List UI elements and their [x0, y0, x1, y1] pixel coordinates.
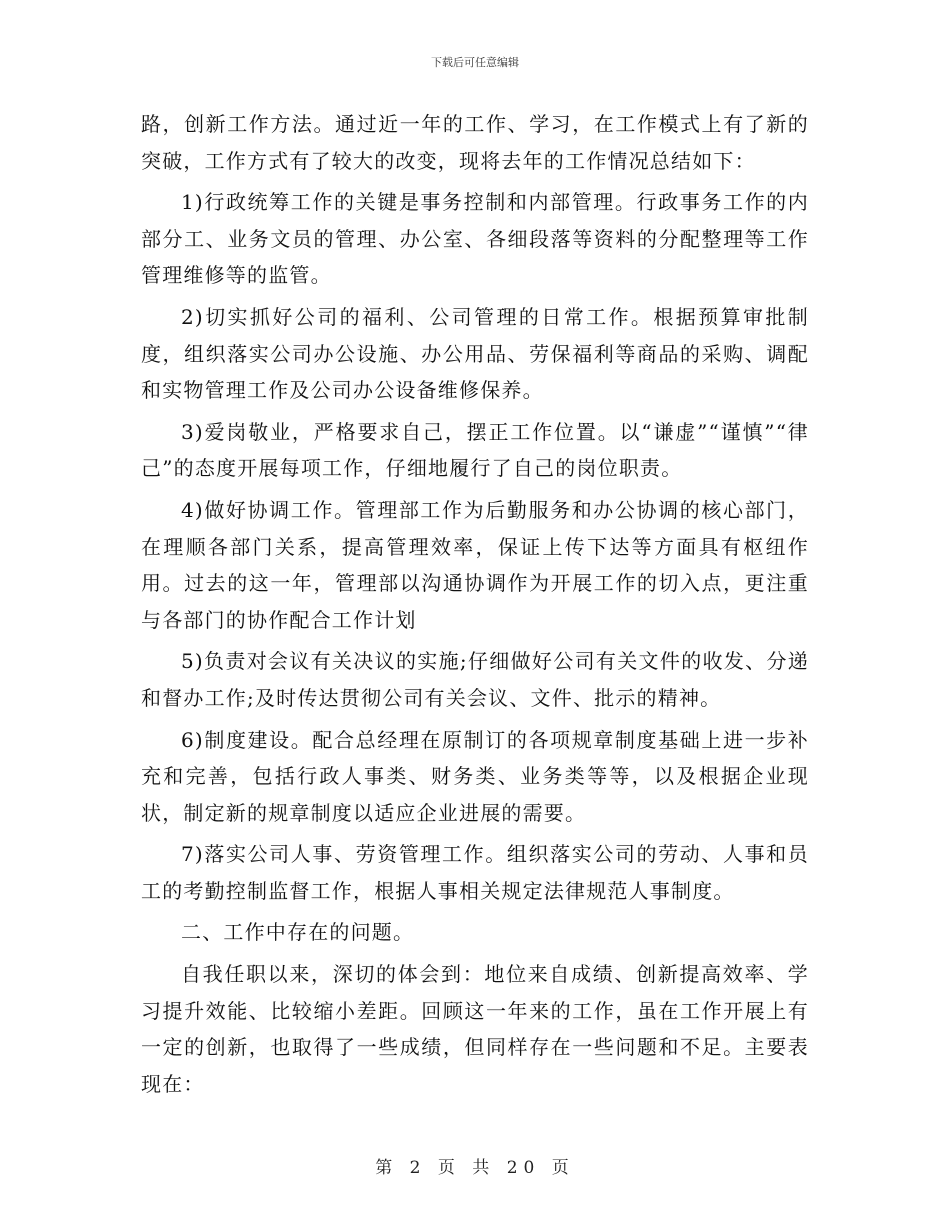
paragraph-item-5: 5)负责对会议有关决议的实施;仔细做好公司有关文件的收发、分递和督办工作;及时传达贯彻公司有关会议、文件、批示的精神。	[141, 649, 809, 710]
paragraph-item-6: 6)制度建设。配合总经理在原制订的各项规章制度基础上进一步补充和完善，包括行政人事类、财务类、业务类等等，以及根据企业现状，制定新的规章制度以适应企业进展的需要。	[141, 727, 809, 825]
paragraph-intro: 路，创新工作方法。通过近一年的工作、学习，在工作模式上有了新的突破，工作方式有了较大的改变，现将去年的工作情况总结如下：	[141, 112, 809, 173]
page-number-footer: 第 2 页 共 20 页	[375, 1158, 575, 1178]
section-heading-problems: 二、工作中存在的问题。	[181, 920, 415, 945]
paragraph-item-2: 2)切实抓好公司的福利、公司管理的日常工作。根据预算审批制度，组织落实公司办公设施、办公用品、劳保福利等商品的采购、调配和实物管理工作及公司办公设备维修保养。	[141, 304, 809, 403]
paragraph-item-3: 3)爱岗敬业，严格要求自己，摆正工作位置。以“谦虚”“谨慎”“律己”的态度开展每项工作，仔细地履行了自己的岗位职责。	[141, 419, 809, 481]
page-header: 下载后可任意编辑	[431, 56, 519, 69]
paragraph-problems: 自我任职以来，深切的体会到：地位来自成绩、创新提高效率、学习提升效能、比较缩小差距。回顾这一年来的工作，虽在工作开展上有一定的创新，也取得了一些成绩，但同样存在一些问题和不足。主要表现在：	[141, 962, 809, 1096]
paragraph-item-4: 4)做好协调工作。管理部工作为后勤服务和办公协调的核心部门，在理顺各部门关系，提高管理效率，保证上传下达等方面具有枢纽作用。过去的这一年，管理部以沟通协调作为开展工作的切入点，更注重与各部门的协作配合工作计划	[141, 497, 809, 632]
paragraph-item-7: 7)落实公司人事、劳资管理工作。组织落实公司的劳动、人事和员工的考勤控制监督工作，根据人事相关规定法律规范人事制度。	[141, 842, 809, 903]
paragraph-item-1: 1)行政统筹工作的关键是事务控制和内部管理。行政事务工作的内部分工、业务文员的管理、办公室、各细段落等资料的分配整理等工作管理维修等的监管。	[141, 190, 809, 288]
document-body	[141, 106, 809, 1102]
